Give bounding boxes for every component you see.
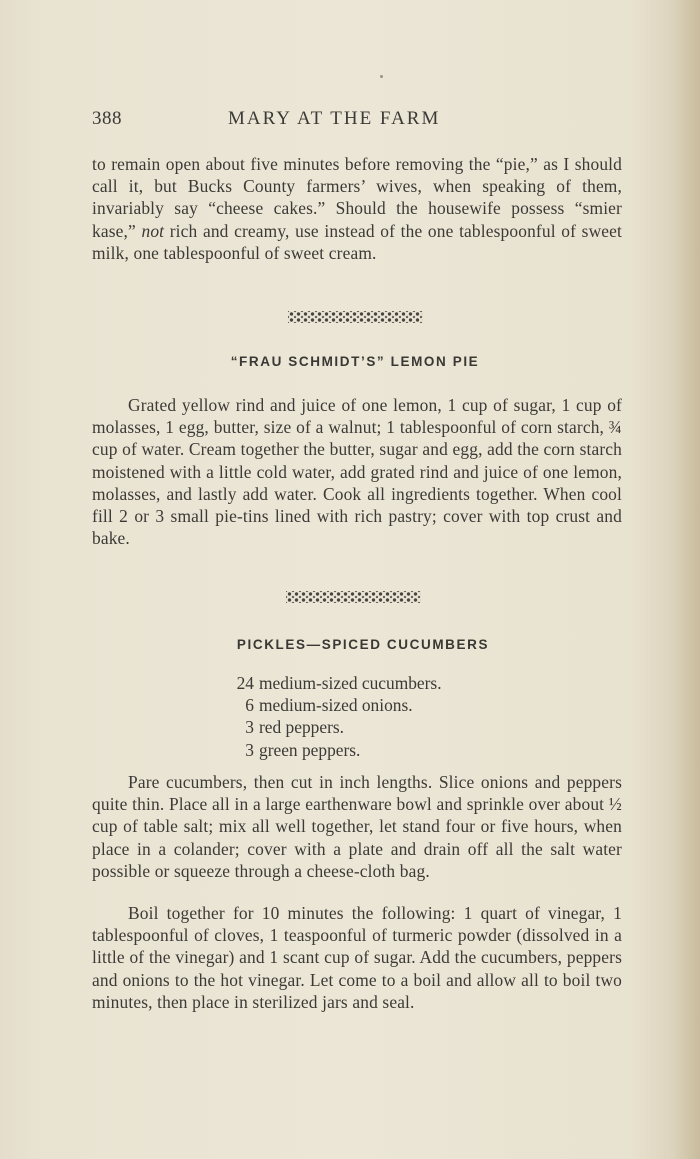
paragraph-pickles-vinegar: Boil together for 10 minutes the following: 1 quart of vinegar, 1 tablespoonful of cloves, 1 teaspoonful of turmeric powder (dissolved in a little of the vinegar) and 1 scant cup of sugar. Add the cucumbers, peppers and onions to the hot vinegar. Let come to a boil and allow all to boil two minutes, then place in sterilized jars and seal. <box>92 903 622 1012</box>
print-speck <box>380 75 383 78</box>
ingredient-list <box>226 672 442 761</box>
ingredient-quantity: 6 <box>245 695 254 716</box>
section-ornament <box>286 591 421 603</box>
ingredient-row <box>226 739 442 761</box>
ingredient-description: medium-sized cucumbers. <box>259 673 442 693</box>
ingredient-quantity: 3 <box>245 739 254 760</box>
ingredient-row <box>226 716 442 738</box>
ingredient-description: red peppers. <box>259 717 344 738</box>
paragraph-lemon-pie: Grated yellow rind and juice of one lemon, 1 cup of sugar, 1 cup of molasses, 1 egg, butter, size of a walnut; 1 tablespoonful of corn starch, ¾ cup of water. Cream together the butter, sugar and egg, add the corn starch moistened with a little cold water, add grated rind and juice of one lemon, molasses, and lastly add water. Cook all ingredients together. When cool fill 2 or 3 small pie-tins lined with rich pastry; cover with top crust and bake. <box>92 395 622 549</box>
page-header <box>92 108 618 132</box>
ingredient-quantity: 24 <box>236 673 254 693</box>
ingredient-row <box>226 694 442 716</box>
paragraph-pickles-preparation: Pare cucumbers, then cut in inch lengths. Slice onions and peppers quite thin. Place all in a large earthenware bowl and sprinkle over about ½ cup of table salt; mix all well together, let stand four or five hours, when place in a colander; cover with a plate and drain off all the salt water possible or squeeze through a cheese-cloth bag. <box>92 772 622 881</box>
recipe-heading-lemon-pie: “FRAU SCHMIDT’S” LEMON PIE <box>230 354 480 369</box>
emphasis-not: not <box>141 220 165 241</box>
page-number: 388 <box>92 108 122 129</box>
ingredient-description: green peppers. <box>259 739 361 760</box>
section-ornament <box>288 311 423 323</box>
recipe-heading-pickles: PICKLES—SPICED CUCUMBERS <box>236 637 490 652</box>
paragraph-cheese-cakes-end: to remain open about five minutes before removing the “pie,” as I should call it, but Bucks County farmers’ wives, when speaking of them, invariably say “cheese cakes.” Should the housewife possess “smier kase,” not rich and creamy, use instead of the one tablespoonful of sweet milk, one tablespoonful of sweet cream. <box>92 154 622 263</box>
ingredient-description: medium-sized onions. <box>259 695 413 716</box>
ingredient-row <box>226 672 442 694</box>
ingredient-quantity: 3 <box>245 717 254 738</box>
running-title: MARY AT THE FARM <box>228 108 441 129</box>
